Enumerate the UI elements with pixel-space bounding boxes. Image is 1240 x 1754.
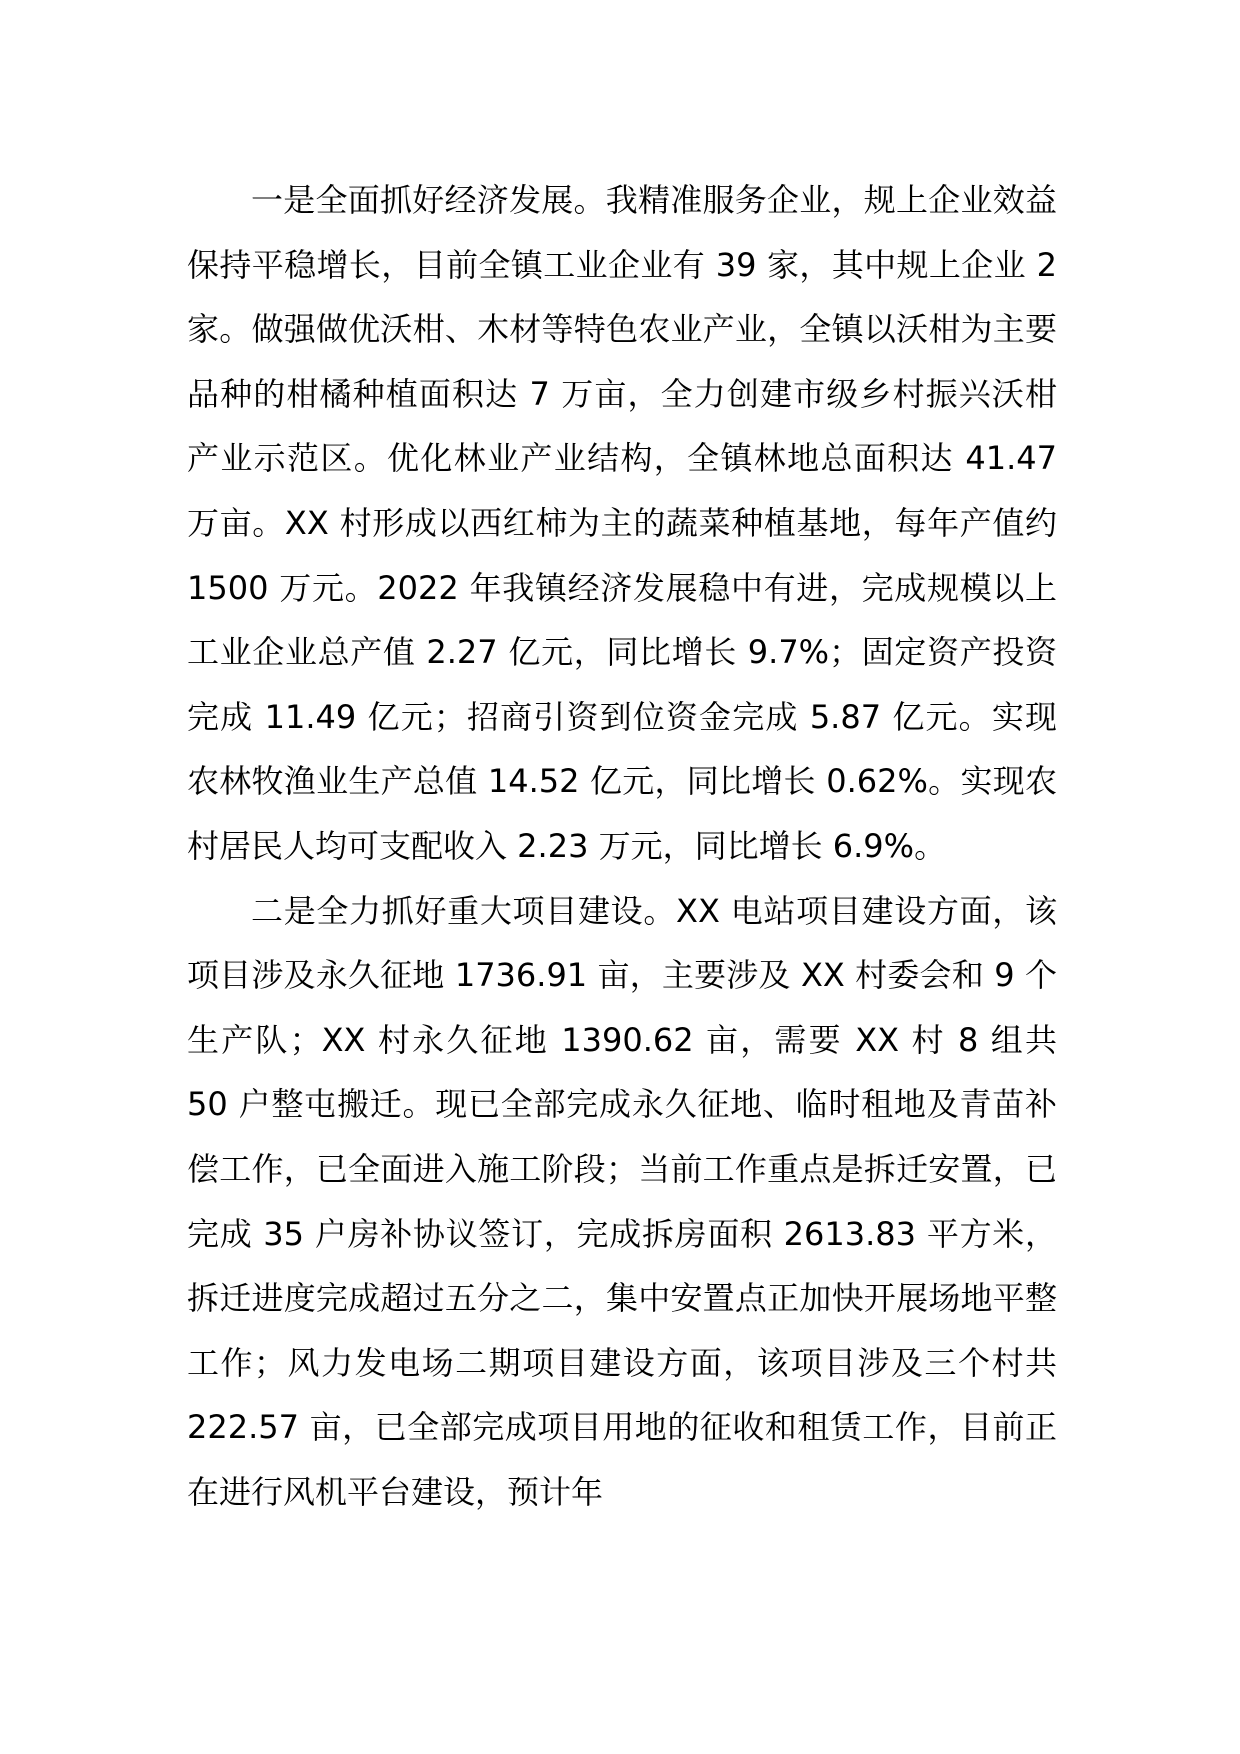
paragraph-economic-development: 一是全面抓好经济发展。我精准服务企业，规上企业效益保持平稳增长，目前全镇工业企业有 39 家，其中规上企业 2 家。做强做优沃柑、木材等特色农业产业，全镇以沃柑为主要品种的柑橘种植面积达 7 万亩，全力创建市级乡村振兴沃柑产业示范区。优化林业产业结构，全镇林地总面积达 41.47 万亩。XX 村形成以西红柿为主的蔬菜种植基地，每年产值约 1500 万元。2022 年我镇经济发展稳中有进，完成规模以上工业企业总产值 2.27 亿元，同比增长 9.7%；固定资产投资完成 11.49 亿元；招商引资到位资金完成 5.87 亿元。实现农林牧渔业生产总值 14.52 亿元，同比增长 0.62%。实现农村居民人均可支配收入 2.23 万元，同比增长 6.9%。 xyxy=(187,181,1057,865)
document-body xyxy=(187,168,1057,1524)
paragraph-major-projects: 二是全力抓好重大项目建设。XX 电站项目建设方面，该项目涉及永久征地 1736.91 亩，主要涉及 XX 村委会和 9 个生产队；XX 村永久征地 1390.62 亩，需要 XX 村 8 组共 50 户整屯搬迁。现已全部完成永久征地、临时租地及青苗补偿工作，已全面进入施工阶段；当前工作重点是拆迁安置，已完成 35 户房补协议签订，完成拆房面积 2613.83 平方米，拆迁进度完成超过五分之二，集中安置点正加快开展场地平整工作；风力发电场二期项目建设方面，该项目涉及三个村共 222.57 亩，已全部完成项目用地的征收和租赁工作，目前正在进行风机平台建设，预计年 xyxy=(187,891,1057,1511)
